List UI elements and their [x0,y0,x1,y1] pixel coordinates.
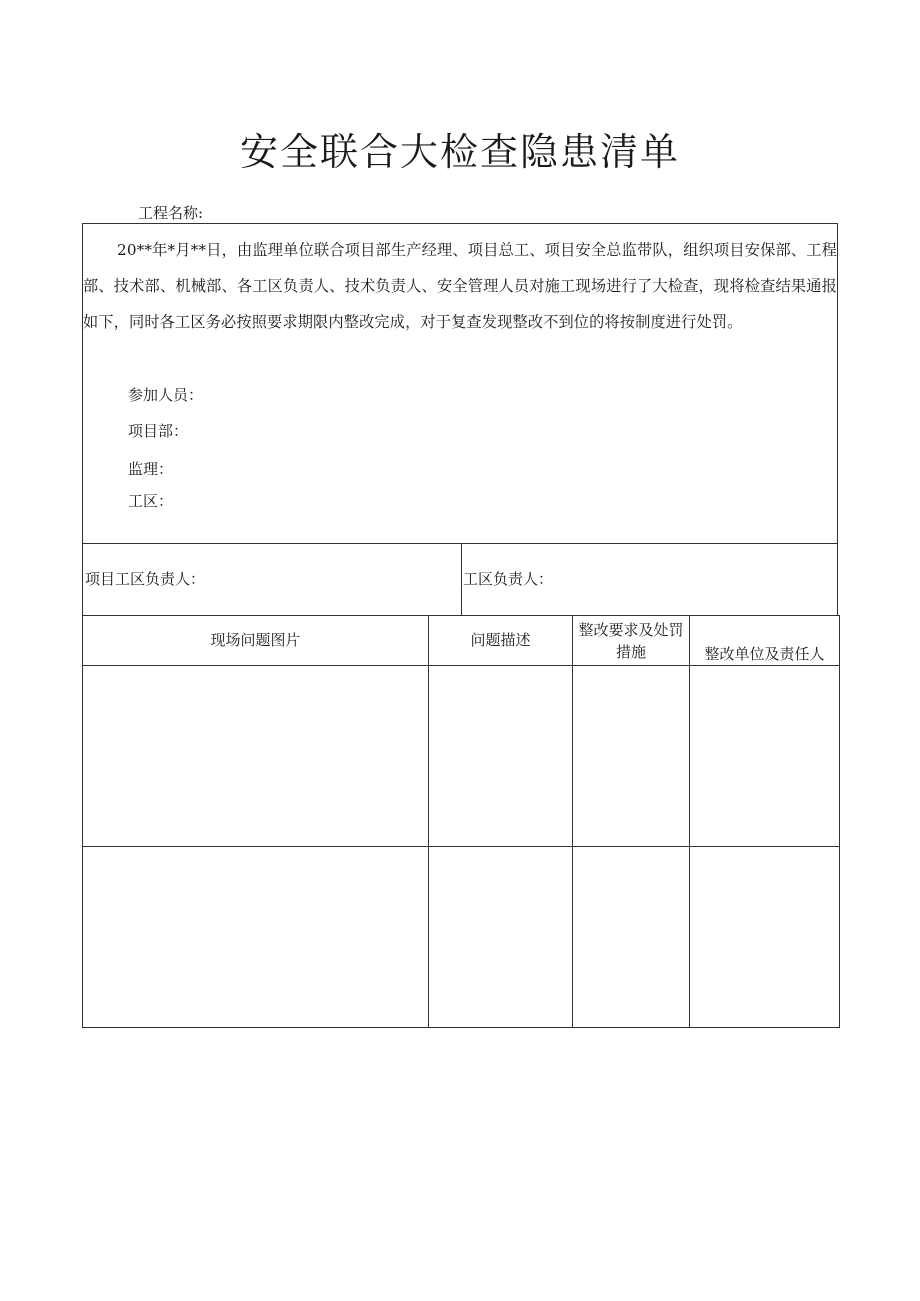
table-row [83,666,840,847]
issues-table [82,615,840,1028]
project-name-label: 工程名称: [138,204,204,222]
header-requirement [573,616,690,666]
participants-label: 参加人员： [128,386,204,404]
header-photo-label: 现场问题图片 [210,631,301,649]
inspection-notice-box [82,223,838,544]
cell-photo[interactable] [83,847,429,1028]
project-dept-label: 项目部： [128,422,189,440]
page-title: 安全联合大检查隐患清单 [239,130,680,174]
issues-table-header [83,616,840,666]
area-leader-label: 工区负责人： [463,570,554,588]
cell-unit[interactable] [690,847,840,1028]
responsible-divider [461,544,462,615]
inspection-notice-text: 20**年*月**日，由监理单位联合项目部生产经理、项目总工、项目安全总监带队，组织项目安保部、工程部、技术部、机械部、各工区负责人、技术负责人、安全管理人员对施工现场进行了大检查，现将检查结果通报如下，同时各工区务必按照要求期限内整改完成，对于复查发现整改不到位的将按制度进行处罚。 [83,241,837,331]
header-unit [690,616,840,666]
work-area-label: 工区： [128,492,174,510]
cell-photo[interactable] [83,666,429,847]
supervision-label: 监理： [128,460,174,478]
header-photo [83,616,429,666]
project-area-leader-label: 项目工区负责人： [85,570,206,588]
header-requirement-label: 整改要求及处罚措施 [578,621,684,661]
table-row [83,847,840,1028]
cell-requirement[interactable] [573,847,690,1028]
cell-description[interactable] [429,847,573,1028]
responsible-persons-row [82,544,838,615]
header-description-label: 问题描述 [470,631,531,649]
header-description [429,616,573,666]
header-unit-label: 整改单位及责任人 [704,645,825,663]
cell-requirement[interactable] [573,666,690,847]
cell-description[interactable] [429,666,573,847]
cell-unit[interactable] [690,666,840,847]
